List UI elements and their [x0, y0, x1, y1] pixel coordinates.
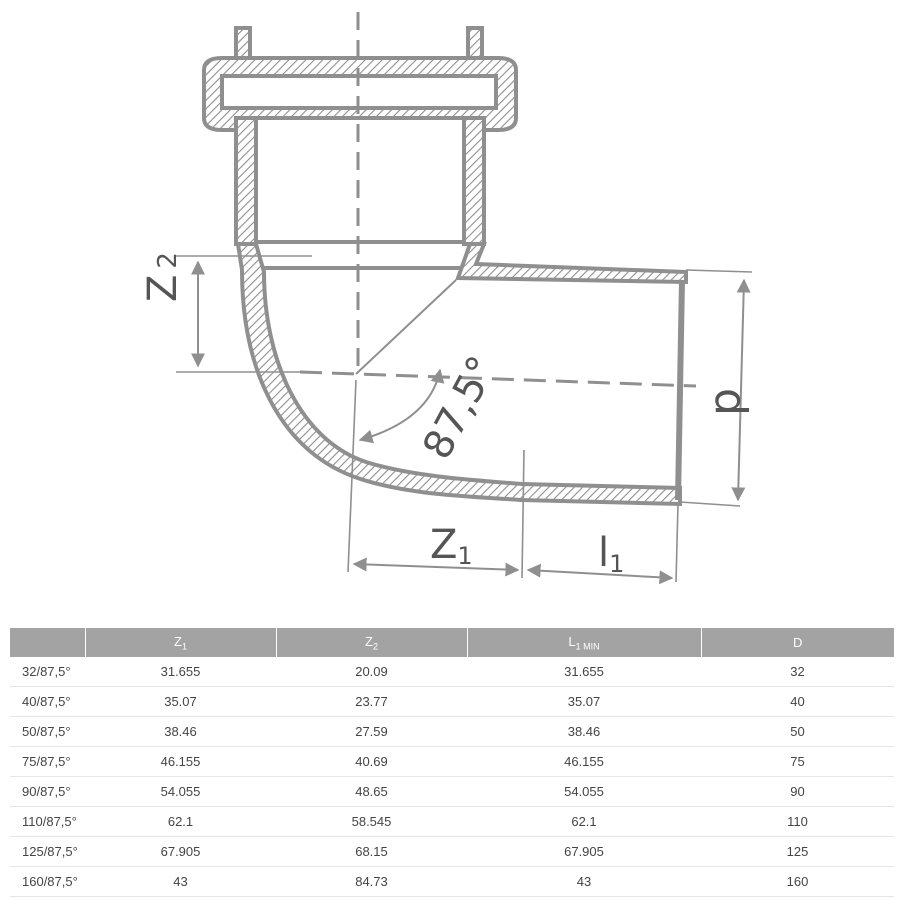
socket-hub: [204, 28, 516, 130]
cell-l1: 35.07: [467, 687, 701, 717]
vertical-pipe-walls: [236, 118, 484, 244]
row-size: 32/87,5°: [10, 657, 85, 687]
row-size: 125/87,5°: [10, 837, 85, 867]
cell-d: 50: [701, 717, 894, 747]
cell-l1: 54.055: [467, 777, 701, 807]
cell-z2: 58.545: [276, 807, 467, 837]
table-row: [10, 747, 894, 777]
spec-table: [10, 628, 894, 897]
cell-d: 160: [701, 867, 894, 897]
row-size: 110/87,5°: [10, 807, 85, 837]
z2-label: Z2: [140, 252, 186, 302]
cell-z2: 84.73: [276, 867, 467, 897]
cell-d: 75: [701, 747, 894, 777]
cell-d: 90: [701, 777, 894, 807]
table-row: [10, 777, 894, 807]
row-size: 40/87,5°: [10, 687, 85, 717]
table-header-row: [10, 628, 894, 657]
cell-z1: 38.46: [85, 717, 276, 747]
cell-z2: 40.69: [276, 747, 467, 777]
table-row: [10, 867, 894, 897]
cell-d: 125: [701, 837, 894, 867]
cell-l1: 62.1: [467, 807, 701, 837]
table-row: [10, 717, 894, 747]
cell-l1: 31.655: [467, 657, 701, 687]
cell-l1: 38.46: [467, 717, 701, 747]
d-label: d: [705, 388, 756, 416]
cell-z2: 20.09: [276, 657, 467, 687]
cell-z2: 68.15: [276, 837, 467, 867]
cell-z1: 54.055: [85, 777, 276, 807]
table-row: [10, 687, 894, 717]
table-row: [10, 807, 894, 837]
pipe-end-line: [678, 280, 682, 500]
cell-d: 40: [701, 687, 894, 717]
angle-label: 87,5°: [414, 348, 507, 467]
row-size: 160/87,5°: [10, 867, 85, 897]
header-l1-min: $L_{1 MIN}$: [467, 628, 701, 657]
table-row: [10, 837, 894, 867]
cell-z1: 62.1: [85, 807, 276, 837]
cell-z2: 27.59: [276, 717, 467, 747]
row-size: 75/87,5°: [10, 747, 85, 777]
row-size: 90/87,5°: [10, 777, 85, 807]
cell-z1: 35.07: [85, 687, 276, 717]
cell-z1: 31.655: [85, 657, 276, 687]
header-z2: $Z_2$: [276, 628, 467, 657]
row-size: 50/87,5°: [10, 717, 85, 747]
cell-d: 110: [701, 807, 894, 837]
cell-z1: 43: [85, 867, 276, 897]
cell-l1: 67.905: [467, 837, 701, 867]
z1-label: Z1: [430, 522, 473, 570]
cell-l1: 46.155: [467, 747, 701, 777]
header-z1: $Z_1$: [85, 628, 276, 657]
cell-l1: 43: [467, 867, 701, 897]
cell-d: 32: [701, 657, 894, 687]
header-blank: [10, 628, 85, 657]
horizontal-top-wall: [458, 244, 686, 282]
table-row: [10, 657, 894, 687]
l1-label: l1: [598, 530, 625, 578]
cell-z1: 67.905: [85, 837, 276, 867]
header-d: D: [701, 628, 894, 657]
cell-z2: 23.77: [276, 687, 467, 717]
cell-z2: 48.65: [276, 777, 467, 807]
cell-z1: 46.155: [85, 747, 276, 777]
miter-line: [356, 280, 456, 374]
